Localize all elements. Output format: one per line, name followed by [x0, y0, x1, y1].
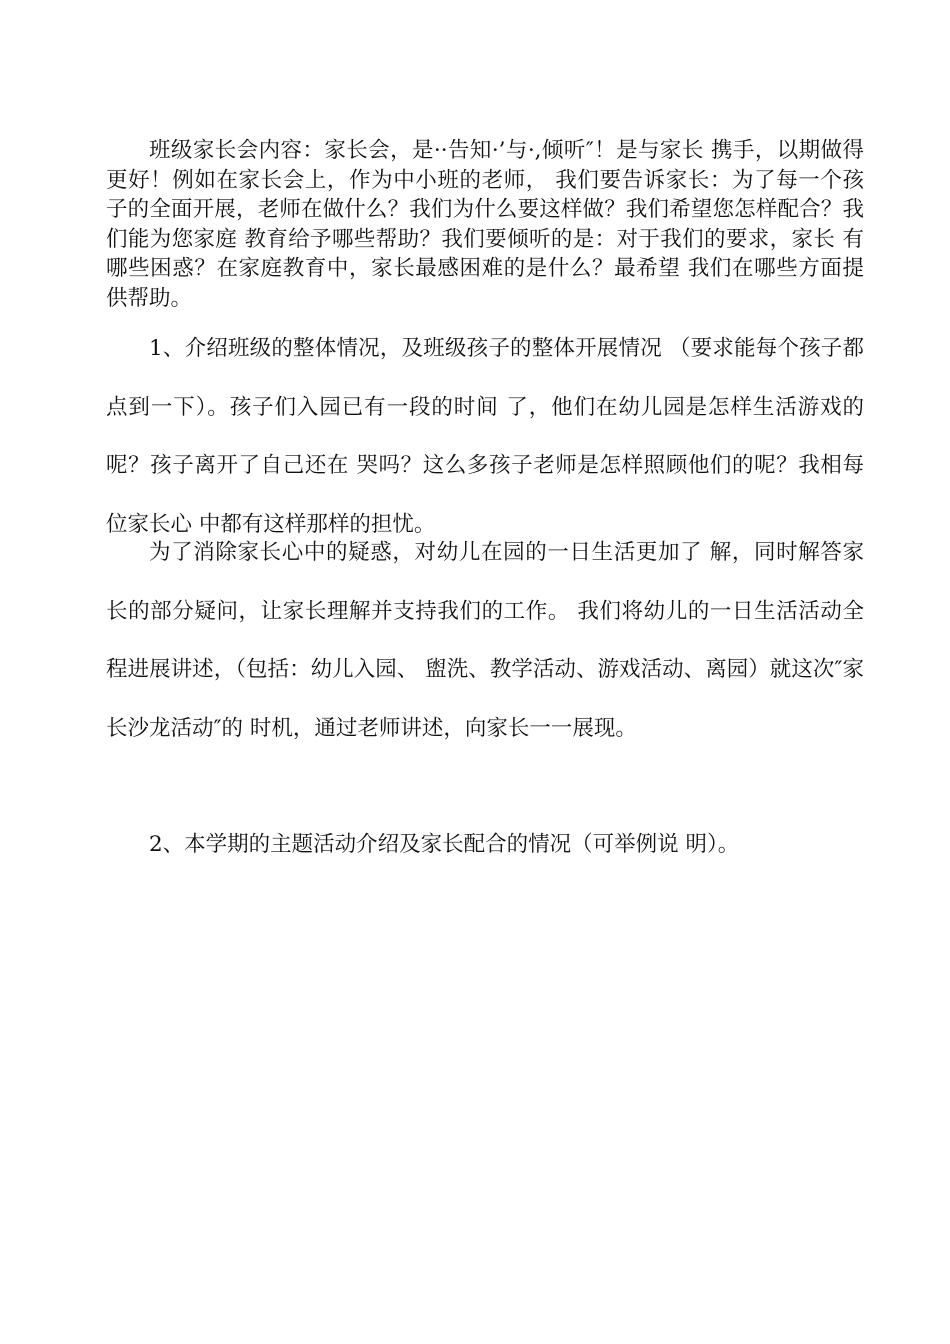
- section-1-paragraph: 1、介绍班级的整体情况，及班级孩子的整体开展情况 （要求能每个孩子都点到一下）。孩子们入园已有一段的时间 了，他们在幼儿园是怎样生活游戏的呢？孩子离开了自己还在 哭吗？这么多孩子老师是怎样照顾他们的呢？我相每位家长心 中都有这样那样的担忧。: [106, 336, 864, 537]
- section-2-paragraph: 2、本学期的主题活动介绍及家长配合的情况（可举例说 明）。: [149, 832, 740, 857]
- daily-life-paragraph: 为了消除家长心中的疑惑，对幼儿在园的一日生活更加了 解，同时解答家长的部分疑问，让家长理解并支持我们的工作。 我们将幼儿的一日生活活动全程进展讲述，（包括：幼儿入园、 盥洗、教学活动、游戏活动、离园）就这次″家长沙龙活动″的 时机，通过老师讲述，向家长一一展现。: [106, 540, 864, 741]
- intro-paragraph: 班级家长会内容：家长会，是··告知·’与·,倾听″！是与家长 携手，以期做得更好！例如在家长会上，作为中小班的老师， 我们要告诉家长：为了每一个孩子的全面开展，老师在做什么？我们为什么要这样做？我们希望您怎样配合？我们能为您家庭 教育给予哪些帮助？我们要倾听的是：对于我们的要求，家长 有哪些困惑？在家庭教育中，家长最感困难的是什么？最希望 我们在哪些方面提供帮助。: [106, 138, 864, 311]
